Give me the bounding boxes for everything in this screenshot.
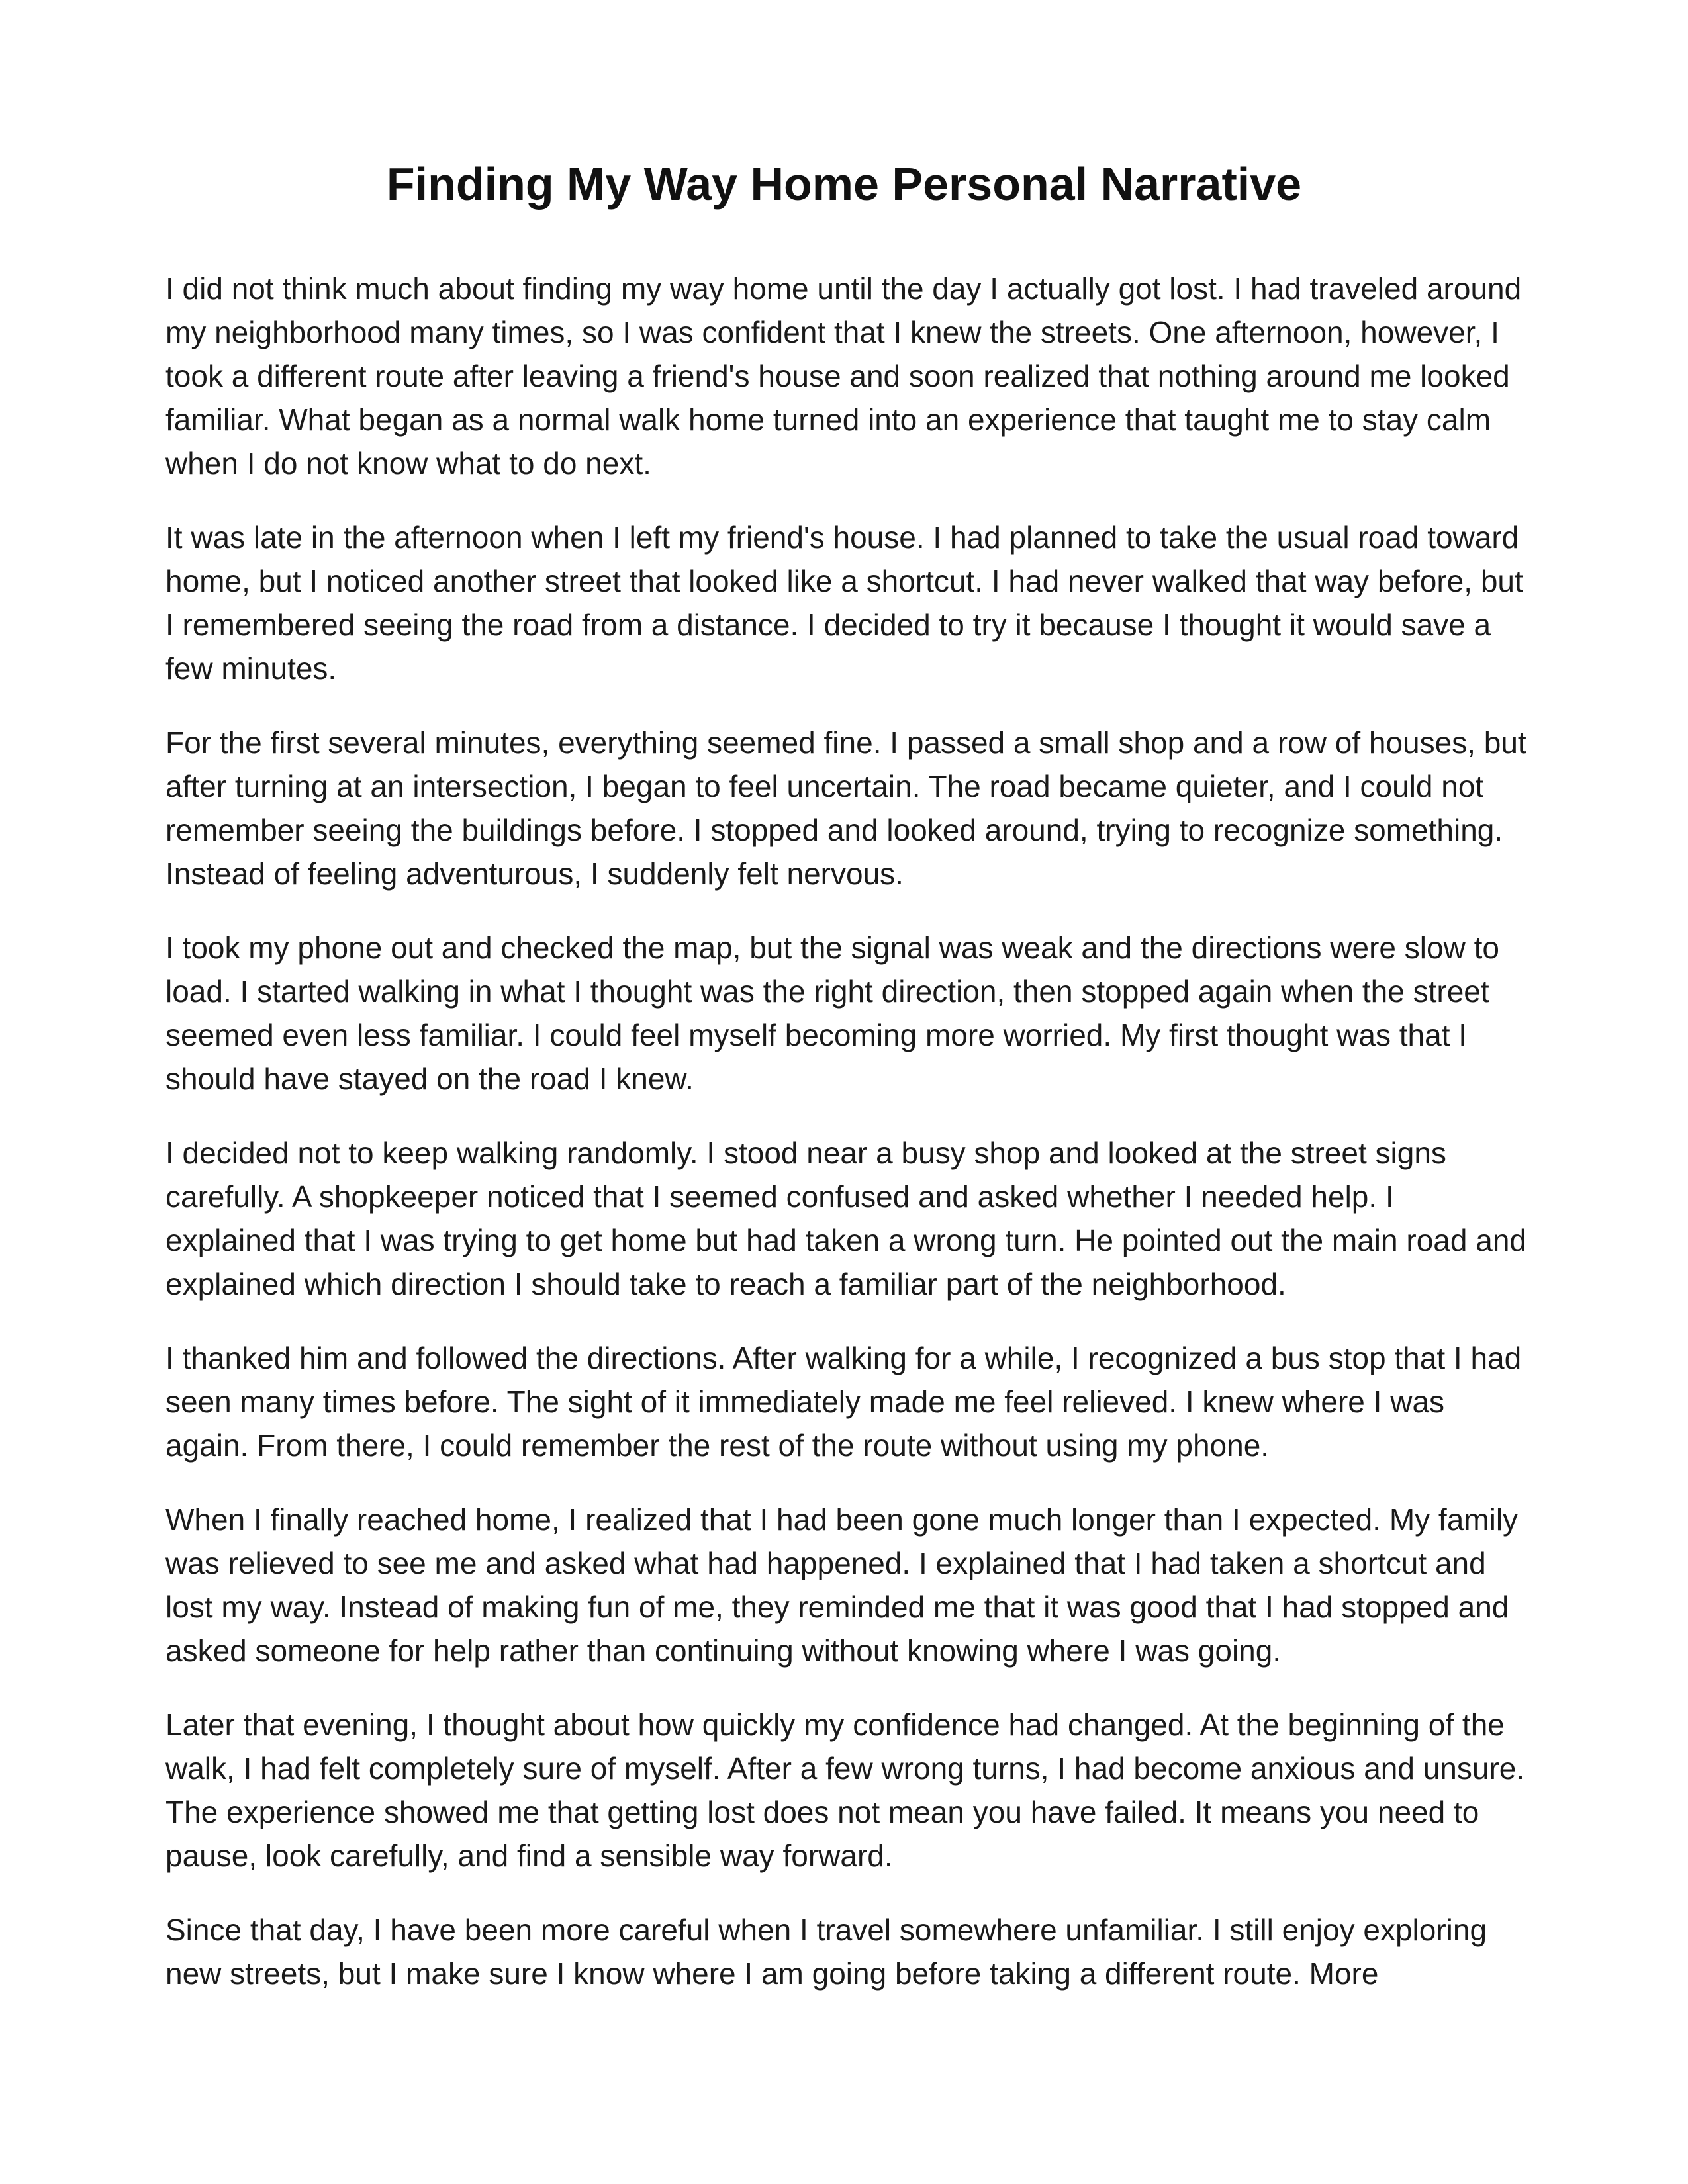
paragraph-8: Later that evening, I thought about how quickly my confidence had changed. At the beginning of the walk, I had felt completely sure of myself. After a few wrong turns, I had become anxious and unsure. The experience showed me that getting lost does not mean you have failed. It means you need to pause, look carefully, and find a sensible way forward.	[165, 1707, 1525, 1873]
paragraph-4: I took my phone out and checked the map, but the signal was weak and the directions were slow to load. I started walking in what I thought was the right direction, then stopped again when the street seemed even less familiar. I could feel myself becoming more worried. My first thought was that I should have stayed on the road I knew.	[165, 931, 1499, 1096]
paragraph-6: I thanked him and followed the directions. After walking for a while, I recognized a bus stop that I had seen many times before. The sight of it immediately made me feel relieved. I knew where I was again. From there, I could remember the rest of the route without using my phone.	[165, 1341, 1522, 1463]
document-title: Finding My Way Home Personal Narrative	[386, 158, 1302, 210]
document-body	[165, 267, 1529, 2026]
paragraph-7: When I finally reached home, I realized that I had been gone much longer than I expected. My family was relieved to see me and asked what had happened. I explained that I had taken a shortcut and lost my way. Instead of making fun of me, they reminded me that it was good that I had stopped and asked someone for help rather than continuing without knowing where I was going.	[165, 1502, 1519, 1668]
paragraph-2: It was late in the afternoon when I left my friend's house. I had planned to take the usual road toward home, but I noticed another street that looked like a shortcut. I had never walked that way before, but I remembered seeing the road from a distance. I decided to try it because I thought it would save a few minutes.	[165, 520, 1523, 686]
paragraph-1: I did not think much about finding my way home until the day I actually got lost. I had traveled around my neighborhood many times, so I was confident that I knew the streets. One afternoon, however, I took a different route after leaving a friend's house and soon realized that nothing around me looked familiar. What began as a normal walk home turned into an experience that taught me to stay calm when I do not know what to do next.	[165, 271, 1522, 480]
paragraph-3: For the first several minutes, everything seemed fine. I passed a small shop and a row of houses, but after turning at an intersection, I began to feel uncertain. The road became quieter, and I could not remember seeing the buildings before. I stopped and looked around, trying to recognize something. Instead of feeling adventurous, I suddenly felt nervous.	[165, 725, 1526, 891]
paragraph-9: Since that day, I have been more careful when I travel somewhere unfamiliar. I still enjoy exploring new streets, but I make sure I know where I am going before taking a different route. More	[165, 1913, 1487, 1991]
paragraph-5: I decided not to keep walking randomly. I stood near a busy shop and looked at the street signs carefully. A shopkeeper noticed that I seemed confused and asked whether I needed help. I explained that I was trying to get home but had taken a wrong turn. He pointed out the main road and explained which direction I should take to reach a familiar part of the neighborhood.	[165, 1136, 1526, 1301]
